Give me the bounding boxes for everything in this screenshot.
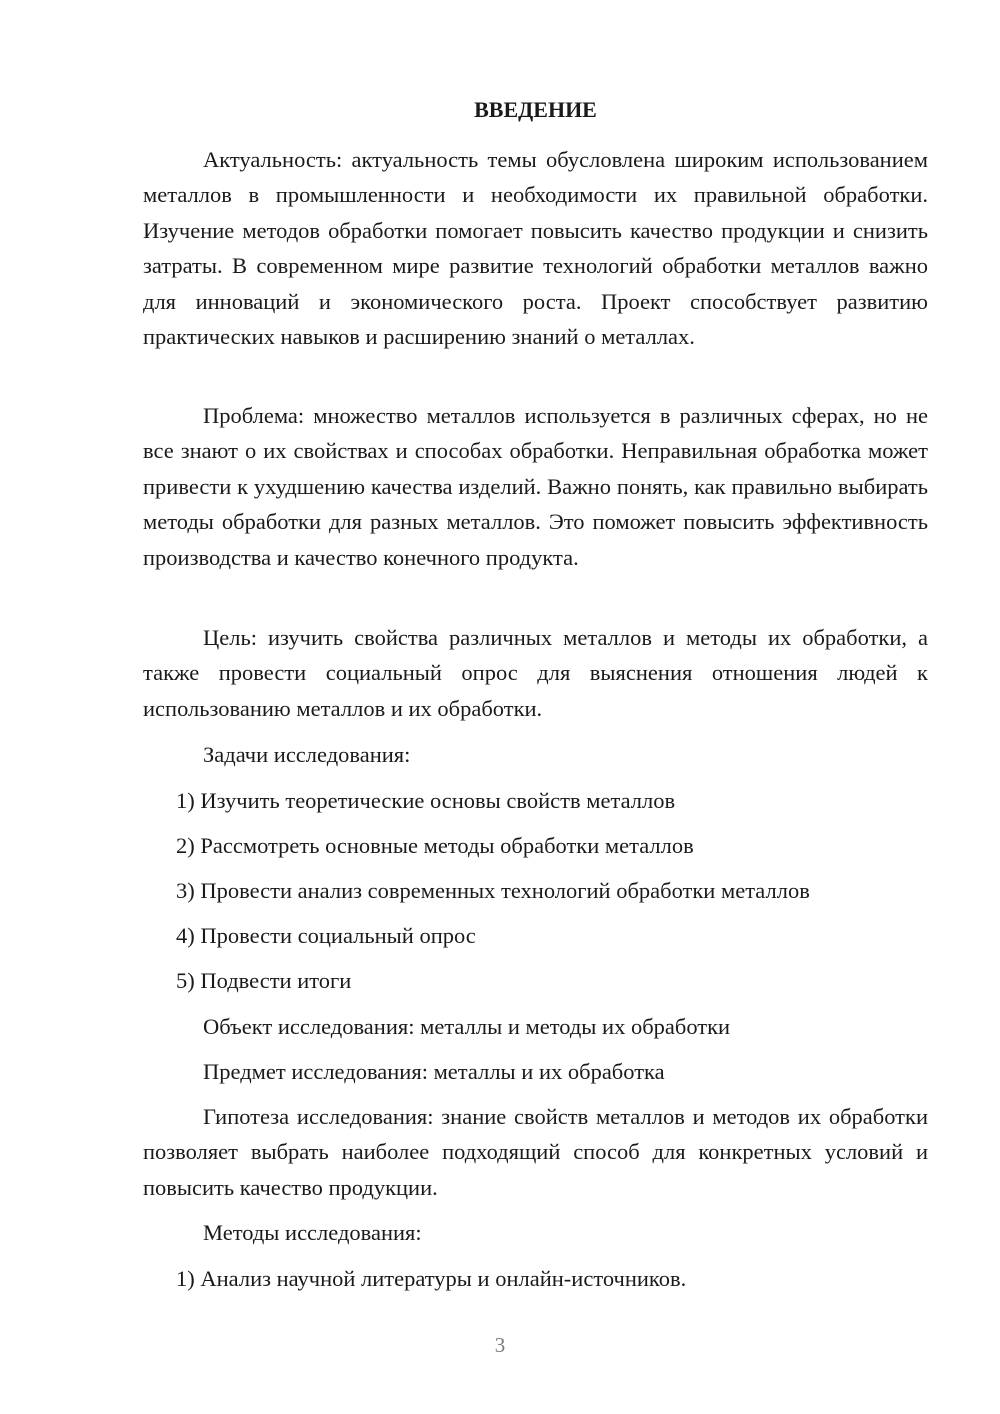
- hypothesis-paragraph: Гипотеза исследования: знание свойств металлов и методов их обработки позволяет выбрать наиболее подходящий способ для конкретных условий и повысить качество продукции.: [143, 1104, 928, 1200]
- goal-paragraph: Цель: изучить свойства различных металлов и методы их обработки, а также провести социальный опрос для выяснения отношения людей к использованию металлов и их обработки.: [143, 625, 928, 721]
- section-heading: ВВЕДЕНИЕ: [474, 97, 597, 122]
- task-item-3: 3) Провести анализ современных технологий обработки металлов: [176, 878, 810, 903]
- task-item-4: 4) Провести социальный опрос: [176, 923, 476, 948]
- methods-heading: Методы исследования:: [203, 1220, 422, 1245]
- task-item-5: 5) Подвести итоги: [176, 968, 352, 993]
- tasks-heading: Задачи исследования:: [203, 742, 411, 767]
- task-item-2: 2) Рассмотреть основные методы обработки металлов: [176, 833, 694, 858]
- research-subject: Предмет исследования: металлы и их обработка: [203, 1059, 665, 1084]
- method-item-1: 1) Анализ научной литературы и онлайн-источников.: [176, 1266, 687, 1291]
- research-object: Объект исследования: металлы и методы их обработки: [203, 1014, 731, 1039]
- page-number: 3: [494, 1333, 506, 1357]
- relevance-paragraph: Актуальность: актуальность темы обусловлена широким использованием металлов в промышленности и необходимости их правильной обработки. Изучение методов обработки помогает повысить качество продукции и снизить затраты. В современном мире развитие технологий обработки металлов важно для инноваций и экономического роста. Проект способствует развитию практических навыков и расширению знаний о металлах.: [143, 147, 928, 350]
- task-item-1: 1) Изучить теоретические основы свойств металлов: [176, 788, 676, 813]
- problem-paragraph: Проблема: множество металлов используется в различных сферах, но не все знают о их свойствах и способах обработки. Неправильная обработка может привести к ухудшению качества изделий. Важно понять, как правильно выбирать методы обработки для разных металлов. Это поможет повысить эффективность производства и качество конечного продукта.: [143, 403, 928, 570]
